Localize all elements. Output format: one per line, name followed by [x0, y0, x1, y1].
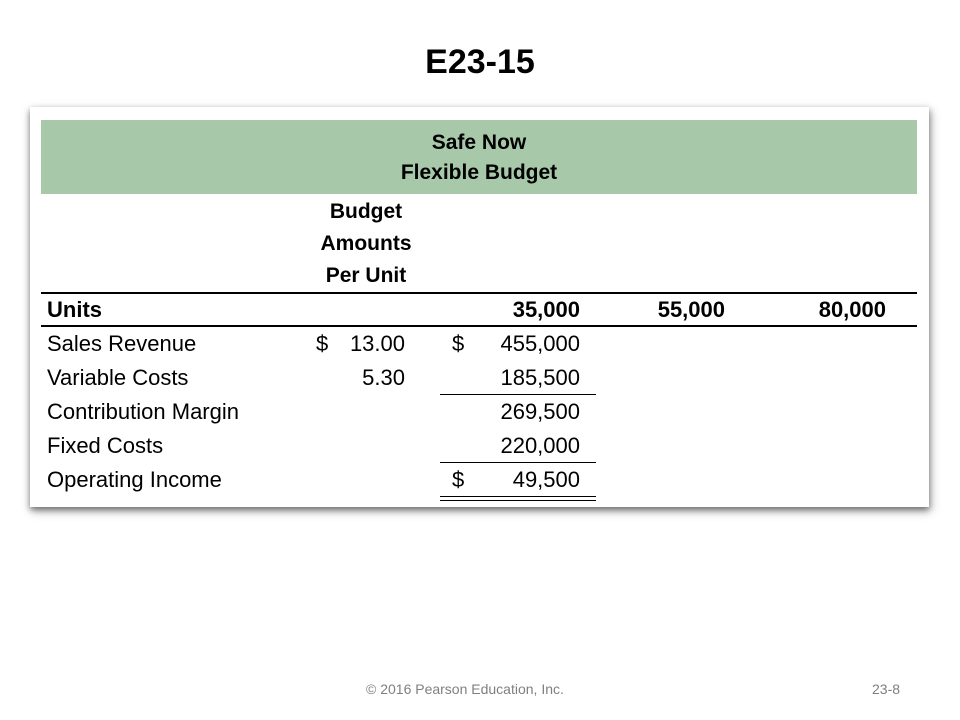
per-unit-sales-revenue: 13.00 — [349, 331, 405, 356]
units-label: Units — [47, 297, 102, 322]
per-unit-dollar-sign: $ — [316, 331, 329, 356]
amount-dollar-sign: $ — [452, 331, 465, 356]
amount-operating-income: 49,500 — [512, 467, 580, 492]
footer-copyright: © 2016 Pearson Education, Inc. — [366, 681, 564, 697]
row-label-operating-income: Operating Income — [47, 467, 222, 492]
table-header-band — [41, 120, 917, 194]
row-label-variable-costs: Variable Costs — [47, 365, 189, 390]
per-unit-variable-costs: 5.30 — [362, 365, 405, 390]
operating-income-dollar-sign: $ — [452, 467, 465, 492]
budget-header-line-1: Budget — [329, 200, 403, 223]
double-underline-top — [440, 496, 596, 497]
footer-page-number: 23-8 — [872, 681, 901, 697]
units-value-2: 55,000 — [657, 297, 725, 322]
budget-header-line-3: Per Unit — [325, 264, 407, 287]
amount-variable-costs: 185,500 — [500, 365, 580, 390]
units-value-1: 35,000 — [512, 297, 580, 322]
slide-title: E23-15 — [425, 43, 535, 81]
company-name: Safe Now — [431, 131, 527, 154]
row-label-fixed-costs: Fixed Costs — [47, 433, 164, 458]
double-underline-bottom — [440, 500, 596, 501]
units-value-3: 80,000 — [818, 297, 886, 322]
amount-contribution-margin: 269,500 — [500, 399, 580, 424]
budget-header-line-2: Amounts — [320, 232, 412, 255]
row-label-sales-revenue: Sales Revenue — [47, 331, 197, 356]
report-title: Flexible Budget — [400, 161, 558, 184]
amount-fixed-costs: 220,000 — [500, 433, 580, 458]
amount-sales-revenue: 455,000 — [500, 331, 580, 356]
row-label-contribution-margin: Contribution Margin — [47, 399, 239, 424]
